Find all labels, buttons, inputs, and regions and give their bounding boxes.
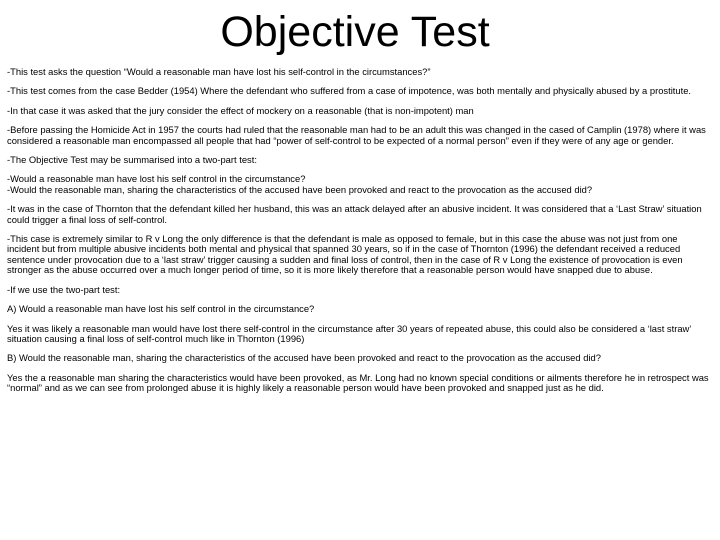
- paragraph-thornton-case: -It was in the case of Thornton that the defendant killed her husband, this was an attack delayed after an abusive incident. It was considered that a ‘Last Straw’ situation could trigger a final loss of self-control.: [7, 203, 702, 225]
- paragraph-two-part-intro: -The Objective Test may be summarised into a two-part test:: [7, 154, 257, 166]
- paragraph-question-a: A) Would a reasonable man have lost his self control in the circumstance?: [7, 303, 315, 315]
- slide-body: [7, 67, 709, 403]
- paragraph-part-one: -Would a reasonable man have lost his self control in the circumstance?: [7, 173, 306, 185]
- paragraph-answer-a: Yes it was likely a reasonable man would have lost there self-control in the circumstance after 30 years of repeated abuse, this could also be considered a ‘last straw’ situation causing a final loss of self-control much like in Thornton (1996): [7, 322, 692, 344]
- paragraph-question: -This test asks the question “Would a reasonable man have lost his self-control in the circumstances?”: [7, 66, 431, 77]
- paragraph-r-v-long: -This case is extremely similar to R v Long the only difference is that the defendant is male as opposed to female, but in this case the abuse was not just from one incident but from multiple abusive incidents both mental and physical that spanned 30 years, so if in the case of Thornton (1996) the defendant received a reduced sentence under provocation due to a ‘last straw’ trigger causing a sudden and final loss of control, then in the case of R v Long the existence of provocation is even stronger as the abuse occurred over a much longer period of time, so it is more likely therefore that a reasonable person would have snapped due to abuse.: [7, 233, 683, 276]
- paragraph-bedder-case: -This test comes from the case Bedder (1954) Where the defendant who suffered from a case of impotence, was both mentally and physically abused by a prostitute.: [7, 85, 692, 97]
- paragraph-answer-b: Yes the a reasonable man sharing the characteristics would have been provoked, as Mr. Long had no known special conditions or ailments therefore he in retrospect was “normal” and as we can see from prolonged abuse it is highly likely a reasonable person would have been provoked and snapped just as he did.: [7, 371, 709, 394]
- paragraph-part-two: -Would the reasonable man, sharing the characteristics of the accused have been provoked and react to the provocation as the accused did?: [7, 183, 593, 195]
- paragraph-question-b: B) Would the reasonable man, sharing the characteristics of the accused have been provoked and react to the provocation as the accused did?: [7, 352, 601, 364]
- paragraph-mockery: -In that case it was asked that the jury consider the effect of mockery on a reasonable (that is non-impotent) man: [7, 104, 474, 116]
- paragraph-apply-test: -If we use the two-part test:: [7, 283, 121, 295]
- paragraph-camplin-case: -Before passing the Homicide Act in 1957 the courts had ruled that the reasonable man had to be an adult this was changed in the cased of Camplin (1978) where it was considered a reasonable man encompassed all people that had “power of self-control to be expected of a normal person” even if they were of any age or gender.: [7, 124, 706, 146]
- slide-title: Objective Test: [220, 8, 490, 56]
